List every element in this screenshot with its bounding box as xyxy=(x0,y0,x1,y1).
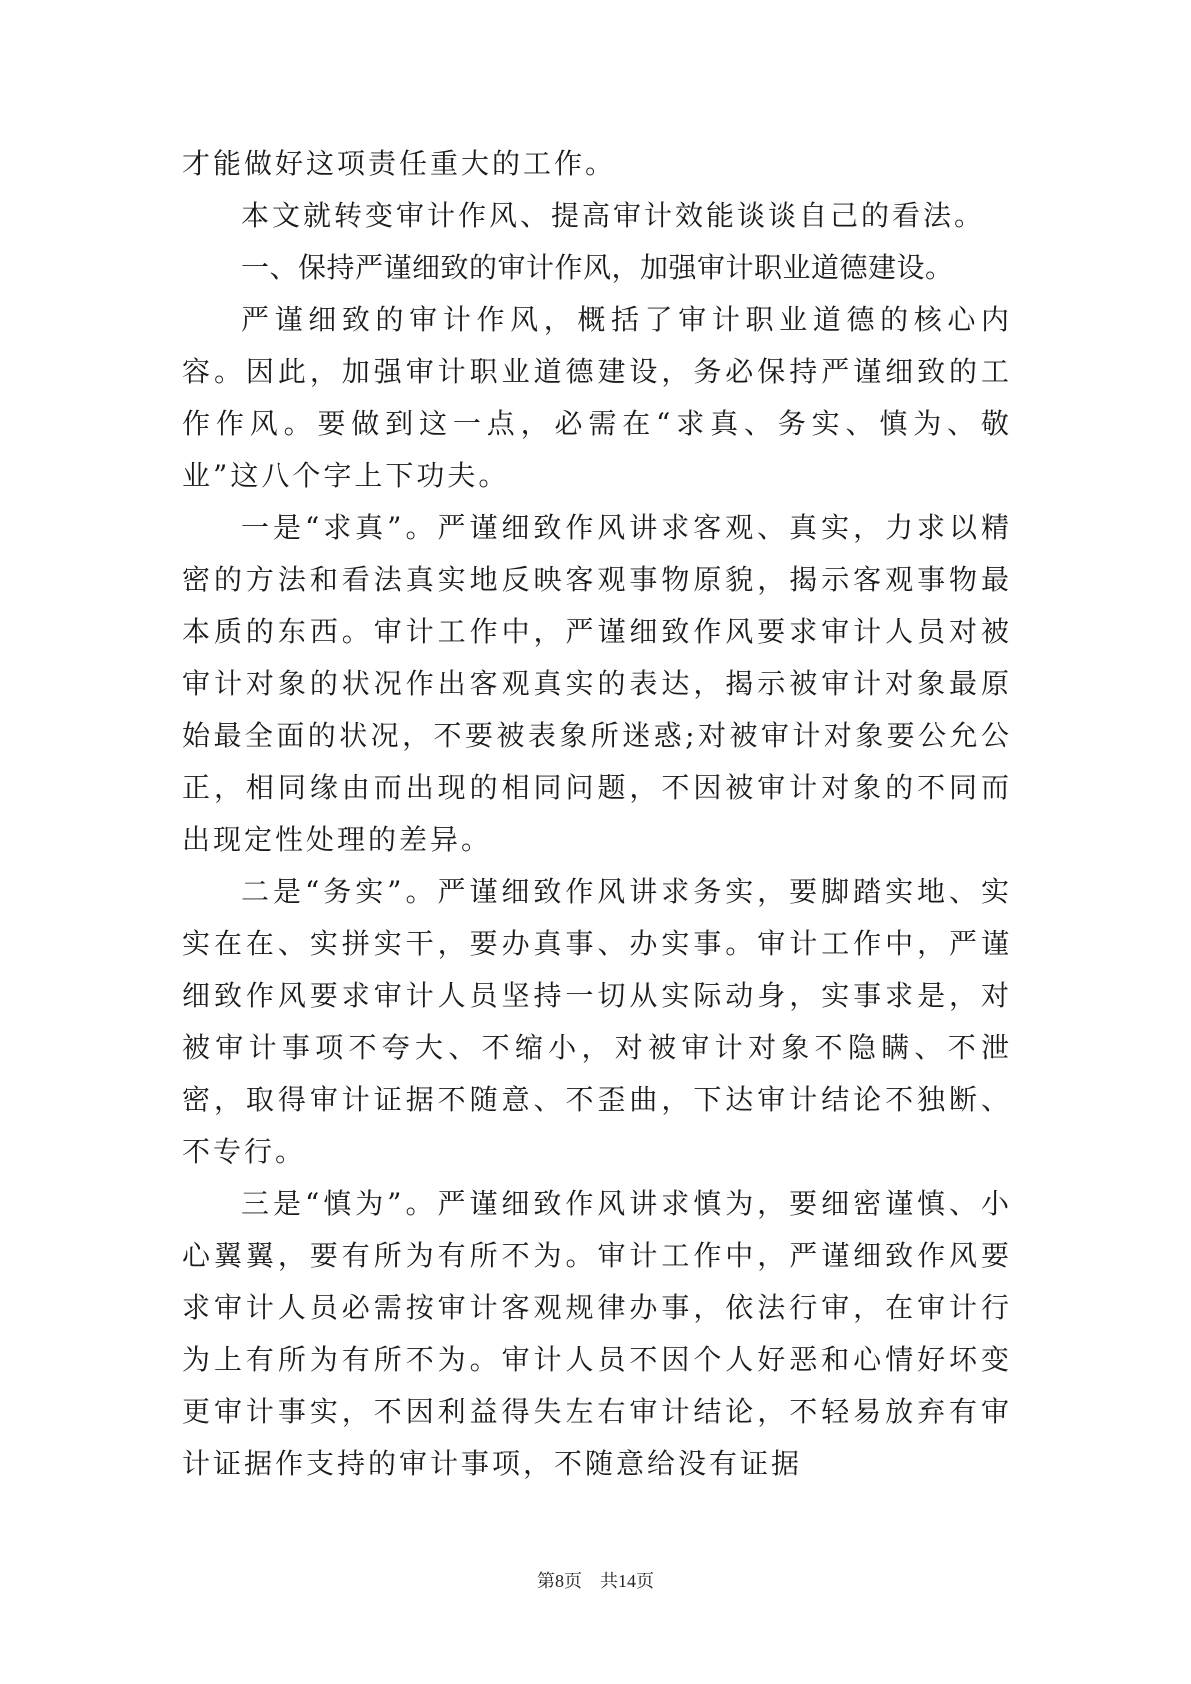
page-number-footer: 第8页 共14页 xyxy=(537,1571,654,1591)
paragraph-2: 本文就转变审计作风、提高审计效能谈谈自己的看法。 xyxy=(241,199,986,232)
paragraph-seek-truth: 一是“求真”。严谨细致作风讲求客观、真实，力求以精密的方法和看法真实地反映客观事物原貌，揭示客观事物最本质的东西。审计工作中，严谨细致作风要求审计人员对被审计对象的状况作出客观真实的表达，揭示被审计对象最原始最全面的状况，不要被表象所迷惑;对被审计对象要公允公正，相同缘由而出现的相同问题，不因被审计对象的不同而出现定性处理的差异。 xyxy=(182,511,1012,856)
document-body xyxy=(182,138,1012,1490)
paragraph-3: 严谨细致的审计作风，概括了审计职业道德的核心内容。因此，加强审计职业道德建设，务必保持严谨细致的工作作风。要做到这一点，必需在“求真、务实、慎为、敬业”这八个字上下功夫。 xyxy=(182,303,1012,492)
paragraph-prudent: 三是“慎为”。严谨细致作风讲求慎为，要细密谨慎、小心翼翼，要有所为有所不为。审计工作中，严谨细致作风要求审计人员必需按审计客观规律办事，依法行审，在审计行为上有所为有所不为。审计人员不因个人好恶和心情好坏变更审计事实，不因利益得失左右审计结论，不轻易放弃有审计证据作支持的审计事项，不随意给没有证据 xyxy=(182,1187,1012,1480)
paragraph-1: 才能做好这项责任重大的工作。 xyxy=(182,147,617,180)
paragraph-pragmatic: 二是“务实”。严谨细致作风讲求务实，要脚踏实地、实实在在、实拼实干，要办真事、办实事。审计工作中，严谨细致作风要求审计人员坚持一切从实际动身，实事求是，对被审计事项不夸大、不缩小，对被审计对象不隐瞒、不泄密，取得审计证据不随意、不歪曲，下达审计结论不独断、不专行。 xyxy=(182,875,1012,1168)
section-heading-1: 一、保持严谨细致的审计作风，加强审计职业道德建设。 xyxy=(241,251,954,284)
